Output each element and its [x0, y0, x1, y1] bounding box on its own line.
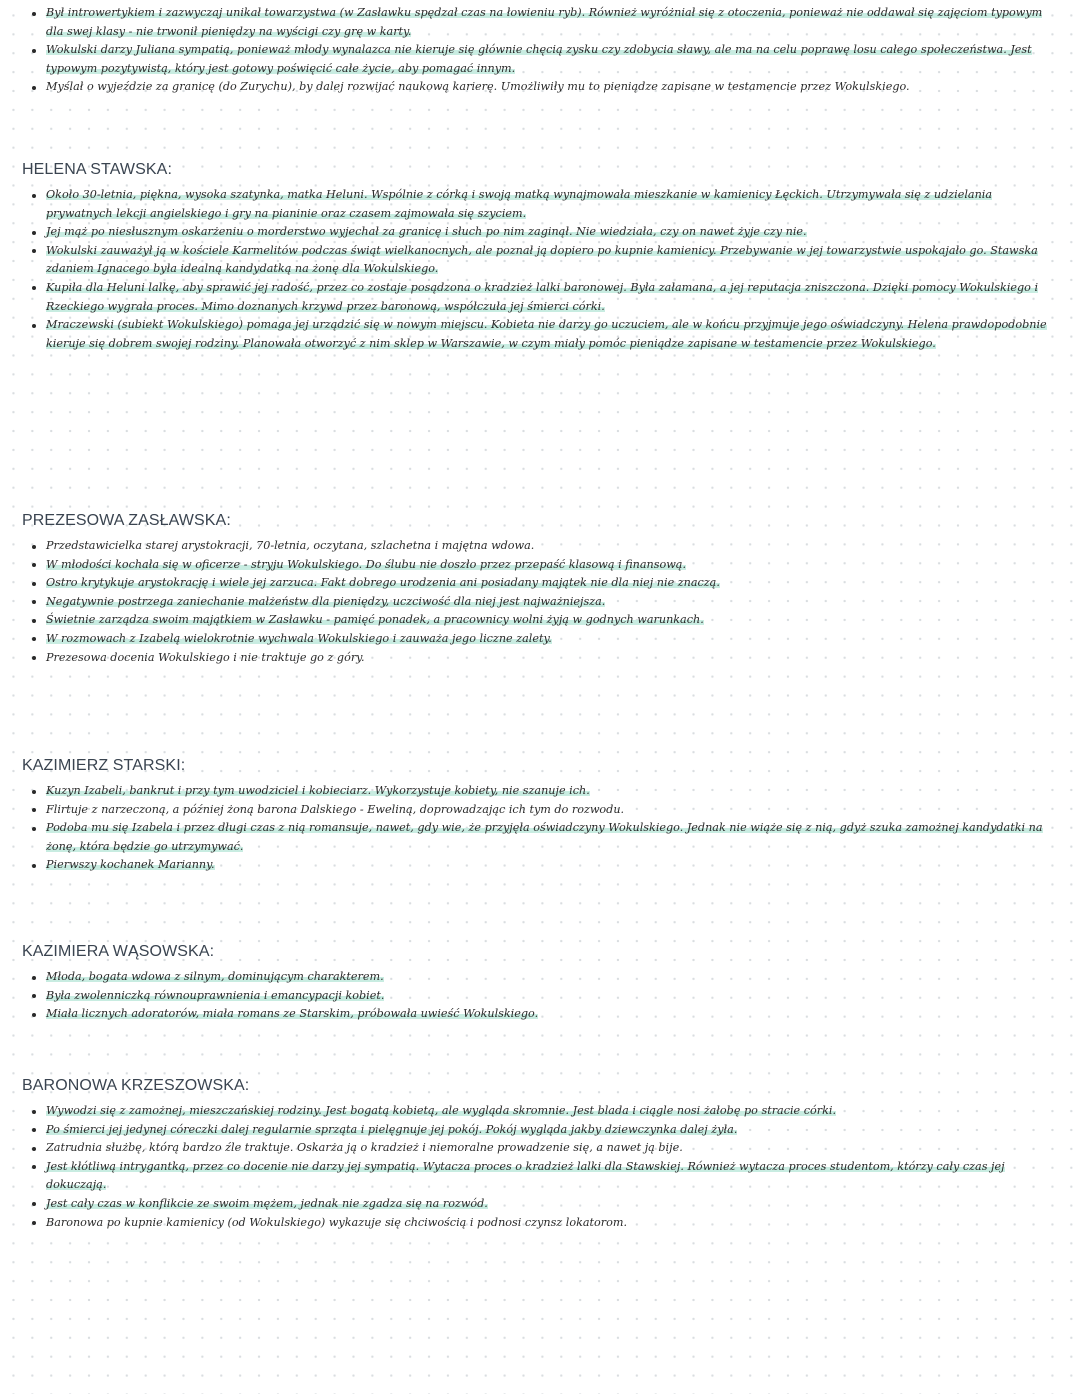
list-item: W rozmowach z Izabelą wielokrotnie wychwala Wokulskiego i zauważa jego liczne zalety.: [32, 630, 1050, 649]
list-item: Przedstawicielka starej arystokracji, 70-letnia, oczytana, szlachetna i majętna wdowa.: [32, 537, 1050, 556]
section-heading: KAZIMIERA WĄSOWSKA:: [22, 943, 215, 960]
list-item: Pierwszy kochanek Marianny.: [32, 856, 1050, 875]
section-kazimiera-wasowska: [22, 943, 1050, 1024]
section-heading: HELENA STAWSKA:: [22, 161, 172, 178]
list-item: Wokulski zauważył ją w kościele Karmelitów podczas świąt wielkanocnych, ale poznał ją dopiero po kupnie kamienicy. Przebywanie w jej towarzystwie uspokajało go. Stawska zdaniem Ignacego była idealną kandydatką na żonę dla Wokulskiego.: [32, 242, 1050, 279]
list-item: Myślał o wyjeździe za granicę (do Zurychu), by dalej rozwijać naukową karierę. Umożliwiły mu to pieniądze zapisane w testamencie przez Wokulskiego.: [32, 78, 1050, 97]
list-item: Wywodzi się z zamożnej, mieszczańskiej rodziny. Jest bogatą kobietą, ale wygląda skromnie. Jest blada i ciągle nosi żałobę po stracie córki.: [32, 1102, 1050, 1121]
list-item: Baronowa po kupnie kamienicy (od Wokulskiego) wykazuje się chciwością i podnosi czynsz lokatorom.: [32, 1214, 1050, 1233]
section-heading: PREZESOWA ZASŁAWSKA:: [22, 512, 231, 529]
section-list: [22, 1102, 1050, 1232]
list-item: Mraczewski (subiekt Wokulskiego) pomaga jej urządzić się w nowym miejscu. Kobieta nie darzy go uczuciem, ale w końcu przyjmuje jego oświadczyny. Helena prawdopodobnie kieruje się dobrem swojej rodziny. Planowała otworzyć z nim sklep w Warszawie, w czym miały pomóc pieniądze zapisane w testamencie przez Wokulskiego.: [32, 316, 1050, 353]
list-item: Młoda, bogata wdowa z silnym, dominującym charakterem.: [32, 968, 1050, 987]
list-item: Po śmierci jej jedynej córeczki dalej regularnie sprząta i pielęgnuje jej pokój. Pokój wygląda jakby dziewczynka dalej żyła.: [32, 1121, 1050, 1140]
list-item: Kupiła dla Heluni lalkę, aby sprawić jej radość, przez co zostaje posądzona o kradzież lalki baronowej. Była załamana, a jej reputacja zniszczona. Dzięki pomocy Wokulskiego i Rzeckiego wygrała proces. Mimo doznanych krzywd przez baronową, współczuła jej śmierci córki.: [32, 279, 1050, 316]
list-item: Była zwolenniczką równouprawnienia i emancypacji kobiet.: [32, 987, 1050, 1006]
list-item: W młodości kochała się w oficerze - stryju Wokulskiego. Do ślubu nie doszło przez przepaść klasową i finansową.: [32, 556, 1050, 575]
list-item: Był introwertykiem i zazwyczaj unikał towarzystwa (w Zasławku spędzał czas na łowieniu ryb). Również wyróżniał się z otoczenia, ponieważ nie oddawał się zajęciom typowym dla swej klasy - nie trwonił pieniędzy na wyścigi czy grę w karty.: [32, 4, 1050, 41]
section-prezesowa-zaslawska: [22, 512, 1050, 667]
section-kazimierz-starski: [22, 757, 1050, 875]
list-item: Zatrudnia służbę, którą bardzo źle traktuje. Oskarża ją o kradzież i niemoralne prowadzenie się, a nawet ją bije.: [32, 1139, 1050, 1158]
list-item: Jest cały czas w konflikcie ze swoim mężem, jednak nie zgadza się na rozwód.: [32, 1195, 1050, 1214]
list-item: Kuzyn Izabeli, bankrut i przy tym uwodziciel i kobieciarz. Wykorzystuje kobiety, nie szanuje ich.: [32, 782, 1050, 801]
list-item: Świetnie zarządza swoim majątkiem w Zasławku - pamięć ponadek, a pracownicy wolni żyją w godnych warunkach.: [32, 611, 1050, 630]
list-item: Jest kłótliwą intrygantką, przez co docenie nie darzy jej sympatią. Wytacza proces o kradzież lalki dla Stawskiej. Również wytacza proces studentom, którzy cały czas jej dokuczają.: [32, 1158, 1050, 1195]
list-item: Podoba mu się Izabela i przez długi czas z nią romansuje, nawet, gdy wie, że przyjęła oświadczyny Wokulskiego. Jednak nie wiąże się z nią, gdyż szuka zamożnej kandydatki na żonę, która będzie go utrzymywać.: [32, 819, 1050, 856]
list-item: Prezesowa docenia Wokulskiego i nie traktuje go z góry.: [32, 649, 1050, 668]
list-item: Miała licznych adoratorów, miała romans ze Starskim, próbowała uwieść Wokulskiego.: [32, 1005, 1050, 1024]
intro-section: [22, 4, 1050, 97]
section-baronowa-krzeszowska: [22, 1077, 1050, 1232]
list-item: Jej mąż po niesłusznym oskarżeniu o morderstwo wyjechał za granicę i słuch po nim zaginął. Nie wiedziała, czy on nawet żyje czy nie.: [32, 223, 1050, 242]
list-item: Flirtuje z narzeczoną, a później żoną barona Dalskiego - Eweliną, doprowadzając ich tym do rozwodu.: [32, 801, 1050, 820]
section-heading: BARONOWA KRZESZOWSKA:: [22, 1077, 250, 1094]
section-list: [22, 537, 1050, 667]
section-list: [22, 968, 1050, 1024]
section-heading: KAZIMIERZ STARSKI:: [22, 757, 186, 774]
section-helena-stawska: [22, 161, 1050, 353]
intro-list: [22, 4, 1050, 97]
list-item: Wokulski darzy Juliana sympatią, ponieważ młody wynalazca nie kieruje się głównie chęcią zysku czy zdobycia sławy, ale ma na celu poprawę losu całego społeczeństwa. Jest typowym pozytywistą, który jest gotowy poświęcić całe życie, aby pomagać innym.: [32, 41, 1050, 78]
section-list: [22, 782, 1050, 875]
list-item: Negatywnie postrzega zaniechanie małżeństw dla pieniędzy, uczciwość dla niej jest najważniejsza.: [32, 593, 1050, 612]
list-item: Ostro krytykuje arystokrację i wiele jej zarzuca. Fakt dobrego urodzenia ani posiadany majątek nie dla niej nie znaczą.: [32, 574, 1050, 593]
list-item: Około 30-letnia, piękna, wysoka szatynka, matka Heluni. Wspólnie z córką i swoją matką wynajmowała mieszkanie w kamienicy Łęckich. Utrzymywała się z udzielania prywatnych lekcji angielskiego i gry na pianinie oraz czasem zajmowała się szyciem.: [32, 186, 1050, 223]
section-list: [22, 186, 1050, 353]
